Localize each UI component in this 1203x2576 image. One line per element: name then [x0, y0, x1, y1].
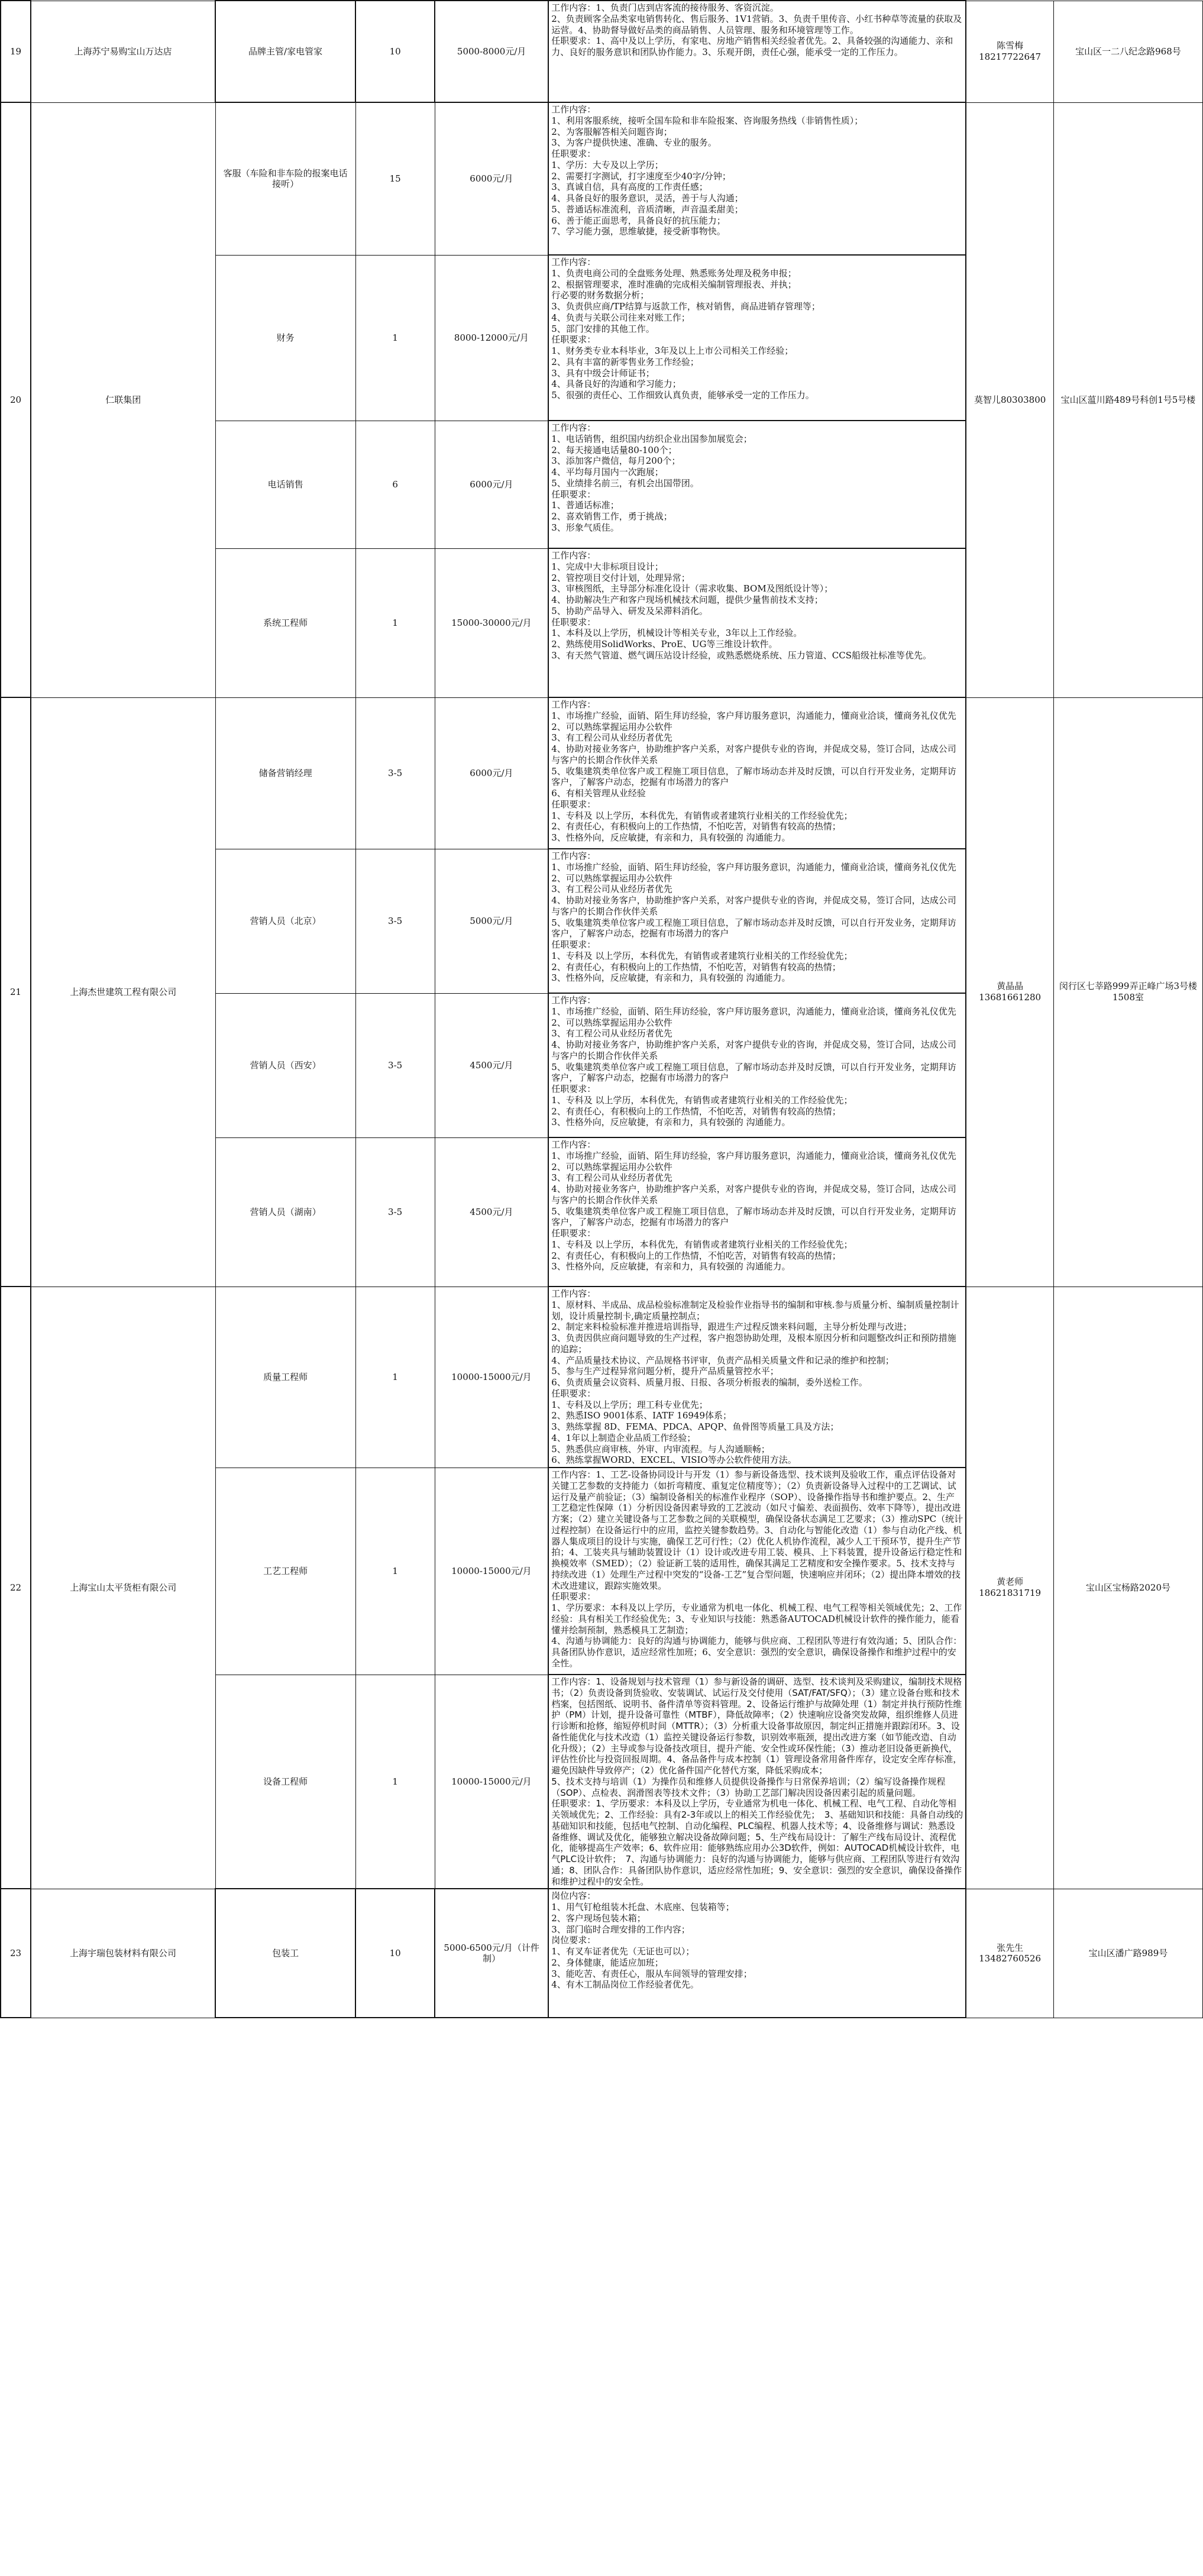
description-line: 4、产品质量技术协议、产品规格书评审，负责产品相关质量文件和记录的维护和控制； [551, 1355, 894, 1366]
headcount: 3-5 [355, 1137, 435, 1287]
description-line: 2、需要打字测试，打字速度至少40字/分钟； [551, 170, 731, 182]
description-line: 2、客户现场包装木箱； [551, 1912, 646, 1924]
description-line: 3、为客户提供快速、准确、专业的服务。 [551, 137, 717, 148]
contact: 张先生13482760526 [966, 1889, 1053, 2018]
description-line: 工作内容： [551, 1139, 596, 1150]
description-line: 3、有工程公司从业经历者优先 [551, 732, 672, 744]
description-line: 任职要求： [551, 1228, 596, 1239]
description-line: 4、具备良好的服务意识，灵活，善于与人沟通； [551, 193, 743, 203]
address [1053, 1, 1202, 102]
description-line: 2、有责任心，有积极向上的工作热情，不怕吃苦，对销售有较高的热情； [551, 1250, 841, 1261]
row-number: 20 [1, 102, 31, 697]
description-line: 2、熟练使用SolidWorks、ProE、UG等三维设计软件。 [551, 639, 778, 649]
contact: 莫智儿80303800 [966, 102, 1053, 697]
description-line: 任职要求： [551, 489, 596, 500]
description-line: 1、专科及以上学历；理工科专业优先； [551, 1399, 708, 1410]
description-line: 7、学习能力强，思维敏捷，接受新事物快。 [551, 226, 726, 237]
description-line: 1、市场推广经验，面销、陌生拜访经验，客户拜访服务意识，沟通能力，懂商业洽谈，懂商务礼仪优先 [551, 1150, 956, 1161]
position-title: 营销人员（湖南） [215, 1137, 355, 1287]
description-line: 岗位内容： [551, 1890, 596, 1902]
description-line: 2、可以熟练掌握运用办公软件 [551, 1017, 672, 1028]
description-line: 任职要求： [551, 616, 596, 628]
description-line: 2、根据管理要求，准时准确的完成相关编制管理报表、并执； [551, 279, 797, 290]
table-row [1, 1889, 1203, 2018]
description-line: 4、协助解决生产和客户现场机械技术问题，提供少量售前技术支持； [551, 594, 823, 605]
job-description [548, 697, 966, 849]
description-line: 工作内容：1、工艺-设备协同设计与开发（1）参与新设备选型、技术谈判及验收工作，重点评估设备对关键工艺参数的支持能力（如折弯精度、重复定位精度等）；（2）负责新设备导入过程中的工艺调试、试运行及量产前验证；（3）编制设备相关的标准作业程序（SOP）、设备操作指导书和维护要点。2、生产工艺稳定性保障（1）分析因设备因素导致的工艺波动（如尺寸偏差、表面损伤、效率下降等），提出改进方案；（2）建立关键设备与工艺参数之间的关联模型，确保设备状态满足工艺要求；（3）推动SPC（统计过程控制）在设备运行中的应用，监控关键参数趋势。3、自动化与智能化改造（1）参与自动化产线、机器人集成项目的设计与实施，确保工艺可行性；（2）优化人机协作流程，减少人工干预环节，提升生产节拍；4、工装夹具与辅助装置设计（1）设计或改进专用工装、模具、上下料装置，提升设备运行稳定性和换模效率（SMED）；（2）验证新工装的适用性，确保其满足工艺精度和安全操作要求。5、技术支持与持续改进（1）处理生产过程中突发的“设备-工艺”复合型问题，快速响应并闭环；（2）提出降本增效的技术改进建议，跟踪实施效果。 [551, 1469, 963, 1591]
description-line: 3、负责因供应商问题导致的生产过程，客户抱怨协助处理，及根本原因分析和问题整改纠正和预防措施的追踪； [551, 1333, 956, 1355]
description-line: 5、很强的责任心、工作细致认真负责，能够承受一定的工作压力。 [551, 390, 814, 400]
position-title: 质量工程师 [215, 1287, 355, 1468]
description-line: 工作内容： [551, 699, 596, 710]
description-line: 4、沟通与协调能力：良好的沟通与协调能力，能够与供应商、工程团队等进行有效沟通；5、团队合作：具备团队协作意识，适应经常性加班；6、安全意识：强烈的安全意识，确保设备操作和维护过程中的安全性。 [551, 1636, 962, 1669]
headcount: 3-5 [355, 993, 435, 1137]
description-line: 任职要求： [551, 939, 596, 950]
description-line: 4、具备良好的沟通和学习能力； [551, 379, 681, 390]
description-line: 2、制定来料检验标准并推进培训指导，跟进生产过程反馈来料问题，主导分析处理与改进； [551, 1321, 912, 1333]
description-line: 3、性格外向，反应敏捷，有亲和力，具有较强的 沟通能力。 [551, 1117, 791, 1128]
description-line: 任职要求： [551, 1591, 596, 1602]
row-number: 19 [1, 1, 31, 102]
description-line: 1、学历：大专及以上学历； [551, 159, 664, 170]
description-line: 1、学历要求：本科及以上学历，专业通常为机电一体化、机械工程、电气工程等相关领域优先；2、工作经验：具有相关工作经验优先；3、专业知识与技能：熟悉备AUTOCAD机械设计软件的操作能力，能看懂并绘制预制，熟悉模具工艺制造； [551, 1602, 962, 1636]
headcount: 1 [355, 1675, 435, 1889]
description-line: 4、有木工制品岗位工作经验者优先。 [551, 1979, 699, 1990]
description-line: 1、完成中大非标项目设计； [551, 561, 664, 572]
address-text: 闵行区七莘路999弄正峰广场3号楼1508室 [1059, 981, 1198, 1003]
salary: 10000-15000元/月 [435, 1287, 548, 1468]
description-line: 任职要求： [551, 334, 596, 345]
job-description [548, 1675, 966, 1889]
description-line: 工作内容： [551, 995, 596, 1006]
description-line: 工作内容： [551, 422, 596, 433]
description-line: 2、具有丰富的新零售业务工作经验； [551, 356, 699, 367]
description-line: 工作内容：1、负责门店到店客流的接待服务、客资沉淀。 [551, 2, 779, 13]
job-description [548, 421, 966, 548]
position-title: 储备营销经理 [215, 697, 355, 849]
position-title: 系统工程师 [215, 548, 355, 697]
description-line: 3、性格外向，反应敏捷，有亲和力，具有较强的 沟通能力。 [551, 832, 791, 843]
position-title: 品牌主管/家电管家 [215, 1, 355, 102]
description-line: 1、有叉车证者优先（无证也可以）； [551, 1946, 695, 1957]
description-line: 2、喜欢销售工作，勇于挑战； [551, 511, 672, 522]
description-line: 5、收集建筑类单位客户或工程施工项目信息，了解市场动态并及时反馈，可以自行开发业务，定期拜访客户，了解客户动态，挖掘有市场潜力的客户 [551, 917, 956, 939]
headcount: 1 [355, 1287, 435, 1468]
description-line: 3、能吃苦、有责任心，服从车间领导的管理安排； [551, 1968, 752, 1979]
description-line: 2、有责任心，有积极向上的工作热情，不怕吃苦，对销售有较高的热情； [551, 961, 841, 972]
row-number: 22 [1, 1287, 31, 1889]
description-line: 1、负责电商公司的全盘账务处理、熟悉账务处理及税务申报； [551, 267, 797, 279]
table-row [1, 697, 1203, 849]
job-description [548, 1889, 966, 2018]
headcount: 3-5 [355, 697, 435, 849]
description-line: 3、真诚自信，具有高度的工作责任感； [551, 182, 708, 193]
description-line: 4、协助对接业务客户，协助维护客户关系，对客户提供专业的咨询，并促成交易，签订合同，达成公司与客户的长期合作伙伴关系 [551, 895, 956, 917]
job-description [548, 102, 966, 255]
description-line: 2、有责任心，有积极向上的工作热情，不怕吃苦，对销售有较高的热情； [551, 1106, 841, 1117]
headcount: 10 [355, 1, 435, 102]
description-line: 2、负责顾客全品类家电销售转化、售后服务、1V1营销。3、负责千里传音、小红书种草等流量的获取及运营。4、协助督导做好品类的商品销售、人员管理、服务和环境管理等工作。 [551, 13, 962, 35]
salary: 5000-8000元/月 [435, 1, 548, 102]
headcount: 6 [355, 421, 435, 548]
salary: 6000元/月 [435, 421, 548, 548]
address: 宝山区潘广路989号 [1053, 1889, 1202, 2018]
description-line: 1、专科及 以上学历，本科优先，有销售或者建筑行业相关的工作经验优先； [551, 1239, 853, 1250]
description-line: 工作内容： [551, 257, 596, 267]
description-line: 3、有天然气管道、燃气调压站设计经验，或熟悉燃烧系统、压力管道、CCS船级社标准等优先。 [551, 649, 932, 661]
job-description [548, 1468, 966, 1675]
description-line: 行必要的财务数据分析； [551, 290, 649, 301]
description-line: 4、协助对接业务客户，协助维护客户关系，对客户提供专业的咨询，并促成交易，签订合同，达成公司与客户的长期合作伙伴关系 [551, 1184, 956, 1205]
position-title-text: 客服（车险和非车险的报案电话接听） [223, 167, 348, 190]
salary: 15000-30000元/月 [435, 548, 548, 697]
description-line: 任职要求： [551, 148, 596, 159]
position-title: 电话销售 [215, 421, 355, 548]
description-line: 5、收集建筑类单位客户或工程施工项目信息，了解市场动态并及时反馈，可以自行开发业务，定期拜访客户，了解客户动态，挖掘有市场潜力的客户 [551, 1205, 956, 1228]
headcount: 15 [355, 102, 435, 255]
description-line: 4、平均每月国内一次跑展； [551, 467, 664, 477]
description-line: 3、性格外向，反应敏捷，有亲和力，具有较强的 沟通能力。 [551, 1261, 791, 1272]
description-line: 2、可以熟练掌握运用办公软件 [551, 1161, 672, 1172]
salary: 4500元/月 [435, 1137, 548, 1287]
job-description [548, 1287, 966, 1468]
description-line: 3、负责供应商/TP结算与返款工作，核对销售，商品进销存管理等； [551, 301, 820, 312]
contact: 黄晶晶13681661280 [966, 697, 1053, 1287]
description-line: 3、形象气质佳。 [551, 522, 619, 533]
salary: 10000-15000元/月 [435, 1468, 548, 1675]
description-line: 1、专科及 以上学历，本科优先，有销售或者建筑行业相关的工作经验优先； [551, 1094, 853, 1106]
description-line: 6、善于能正面思考，具备良好的抗压能力； [551, 215, 726, 226]
description-line: 1、利用客服系统，接听全国车险和非车险报案、咨询服务热线（非销售性质）； [551, 115, 864, 126]
description-line: 3、部门临时合理安排的工作内容； [551, 1924, 690, 1935]
salary: 5000元/月 [435, 849, 548, 993]
position-title [215, 102, 355, 255]
description-line: 2、可以熟练掌握运用办公软件 [551, 872, 672, 884]
description-line: 3、添加客户微信，每月200个； [551, 455, 681, 467]
job-description [548, 1137, 966, 1287]
position-title: 工艺工程师 [215, 1468, 355, 1675]
table-row [1, 102, 1203, 255]
description-line: 1、市场推广经验，面销、陌生拜访经验，客户拜访服务意识，沟通能力，懂商业洽谈，懂商务礼仪优先 [551, 1006, 956, 1017]
description-line: 任职要求：1、学历要求：本科及以上学历，专业通常为机电一体化、机械工程、电气工程、自动化等相关领域优先；2、工作经验：具有2-3年或以上的相关工作经验优先； 3、基础知识和技能：具备自动线的基础知识和技能，包括电气控制、自动化编程、PLC编程、机器人技术等；4、设备维修与调试：熟悉设备维修、调试及优化，能够独立解决设备故障问题；5、生产线布局设计：了解生产线布局设计、流程优化，能够提高生产效率；6、软件应用：能够熟练应用办公3D软件，例如：AUTOCAD机械设计软件，电气PLC设计软件； 7、沟通与协调能力：良好的沟通与协调能力，能够与供应商、工程团队等进行有效沟通；8、团队合作：具备团队协作意识，适应经常性加班；9、安全意识：强烈的安全意识，确保设备操作和维护过程中的安全性。 [551, 1798, 963, 1887]
description-line: 3、性格外向，反应敏捷，有亲和力，具有较强的 沟通能力。 [551, 972, 791, 984]
contact: 陈雪梅18217722647 [966, 1, 1053, 102]
description-line: 任职要求： [551, 799, 596, 810]
description-line: 5、普通话标准流利，音质清晰，声音温柔甜美； [551, 203, 743, 215]
headcount: 1 [355, 548, 435, 697]
description-line: 4、协助对接业务客户，协助维护客户关系，对客户提供专业的咨询，并促成交易，签订合同，达成公司与客户的长期合作伙伴关系 [551, 744, 956, 765]
position-title: 营销人员（西安） [215, 993, 355, 1137]
description-line: 4、协助对接业务客户，协助维护客户关系，对客户提供专业的咨询，并促成交易，签订合同，达成公司与客户的长期合作伙伴关系 [551, 1039, 956, 1061]
salary: 6000元/月 [435, 102, 548, 255]
salary-text: 5000-6500元/月（计件制） [444, 1942, 539, 1964]
description-line: 2、管控项目交付计划，处理异常； [551, 572, 690, 583]
description-line: 2、可以熟练掌握运用办公软件 [551, 721, 672, 732]
description-line: 1、普通话标准； [551, 500, 619, 511]
job-description [548, 993, 966, 1137]
description-line: 5、参与生产过程异常问题分析，提升产品质量管控水平； [551, 1366, 779, 1377]
description-line: 4、1年以上制造企业品质工作经验； [551, 1432, 696, 1443]
description-line: 6、有相关管理从业经验 [551, 788, 646, 799]
salary: 4500元/月 [435, 993, 548, 1137]
description-line: 1、专科及 以上学历，本科优先，有销售或者建筑行业相关的工作经验优先； [551, 950, 853, 961]
description-line: 1、用气钉枪组装木托盘、木底座、包装箱等； [551, 1902, 735, 1912]
address: 宝山区宝杨路2020号 [1053, 1287, 1202, 1889]
company-name: 仁联集团 [31, 102, 215, 697]
description-line: 3、具有中级会计师证书； [551, 367, 655, 379]
description-line: 1、市场推广经验，面销、陌生拜访经验，客户拜访服务意识，沟通能力，懂商业洽谈，懂商务礼仪优先 [551, 710, 956, 721]
headcount: 3-5 [355, 849, 435, 993]
address [1053, 697, 1202, 1287]
company-name: 上海宇瑞包装材料有限公司 [31, 1889, 215, 2018]
salary: 6000元/月 [435, 697, 548, 849]
description-line: 1、本科及以上学历，机械设计等相关专业，3年以上工作经验。 [551, 628, 803, 639]
description-line: 6、熟练掌握WORD、EXCEL、VISIO等办公软件使用方法。 [551, 1455, 797, 1466]
description-line: 5、收集建筑类单位客户或工程施工项目信息，了解市场动态并及时反馈，可以自行开发业务，定期拜访客户，了解客户动态，挖掘有市场潜力的客户 [551, 1061, 956, 1084]
description-line: 2、身体健康，能适应加班； [551, 1957, 664, 1968]
description-line: 5、收集建筑类单位客户或工程施工项目信息，了解市场动态并及时反馈，可以自行开发业务，定期拜访客户，了解客户动态，挖掘有市场潜力的客户 [551, 765, 956, 788]
position-title: 财务 [215, 255, 355, 421]
description-line: 5、协助产品导入、研发及呆滞料消化。 [551, 605, 708, 616]
description-line: 1、原材料、半成品、成品检验标准制定及检验作业指导书的编制和审核.参与质量分析、编制质量控制计划，设计质量控制卡,确定质量控制点； [551, 1299, 959, 1321]
company-name: 上海宝山太平货柜有限公司 [31, 1287, 215, 1889]
description-line: 1、电话销售，组织国内纺织企业出国参加展览会； [551, 433, 752, 444]
address [1053, 102, 1202, 697]
description-line: 2、每天接通电话量80-100个； [551, 444, 677, 455]
description-line: 1、专科及 以上学历，本科优先，有销售或者建筑行业相关的工作经验优先； [551, 810, 853, 821]
description-line: 6、负责质量会议资料、质量月报、日报、各项分析报表的编制，委外送检工作。 [551, 1377, 868, 1388]
row-number: 21 [1, 697, 31, 1287]
job-description [548, 1, 966, 102]
description-line: 3、有工程公司从业经历者优先 [551, 1028, 672, 1039]
headcount: 1 [355, 255, 435, 421]
description-line: 工作内容： [551, 851, 596, 861]
description-line: 3、有工程公司从业经历者优先 [551, 884, 672, 895]
description-line: 1、财务类专业本科毕业，3年及以上上市公司相关工作经验； [551, 345, 794, 356]
position-title: 包装工 [215, 1889, 355, 2018]
description-line: 1、市场推广经验，面销、陌生拜访经验，客户拜访服务意识，沟通能力，懂商业洽谈，懂商务礼仪优先 [551, 861, 956, 872]
headcount: 10 [355, 1889, 435, 2018]
contact: 黄老师18621831719 [966, 1287, 1053, 1889]
job-description [548, 548, 966, 697]
description-line: 工作内容： [551, 104, 596, 115]
row-number: 23 [1, 1889, 31, 2018]
description-line: 任职要求：1、高中及以上学历，有家电、房地产销售相关经验者优先。2、具备较强的沟通能力、亲和力、良好的服务意识和团队协作能力。3、乐观开朗，责任心强，能承受一定的工作压力。 [551, 35, 953, 57]
company-name: 上海苏宁易购宝山万达店 [31, 1, 215, 102]
description-line: 3、审核图纸，主导部分标准化设计（需求收集、BOM及图纸设计等）； [551, 583, 833, 594]
description-line: 4、负责与关联公司往来对账工作； [551, 312, 690, 323]
description-line: 5、部门安排的其他工作。 [551, 323, 655, 334]
table-row [1, 1287, 1203, 1468]
company-name: 上海杰世建筑工程有限公司 [31, 697, 215, 1287]
job-description [548, 255, 966, 421]
description-line: 5、技术支持与培训（1）为操作员和维修人员提供设备操作与日常保养培训；（2）编写设备操作规程（SOP）、点检表、润滑图表等技术文件；（3）协助工艺部门解决因设备因素引起的质量问题。 [551, 1776, 946, 1798]
description-line: 工作内容：1、设备规划与技术管理（1）参与新设备的调研、选型、技术谈判及采购建议，编制技术规格书；（2）负责设备到货验收、安装调试、试运行及交付使用（SAT/FAT/SFQ）；（3）建立设备台账和技术档案，包括图纸、说明书、备件清单等资料管理。2、设备运行维护与故障处理（1）制定并执行预防性维护（PM）计划，提升设备可靠性（MTBF），降低故障率；（2）快速响应设备突发故障，组织维修人员进行诊断和抢修，缩短停机时间（MTTR）；（3）分析重大设备事故原因，制定纠正措施并跟踪闭环。3、设备性能优化与技术改造（1）监控关键设备运行参数，识别效率瓶颈，提出改进方案（如节能改造、自动化升级）；（2）主导或参与设备技改项目，提升产能、安全性或环保性能；（3）推动老旧设备更新换代，评估性价比与投资回报周期。4、备品备件与成本控制（1）管理设备常用备件库存，设定安全库存标准，避免因缺件导致停产；（2）优化备件国产化替代方案，降低采购成本； [551, 1676, 962, 1776]
address-text: 宝山区蕰川路489号科创1号5号楼 [1060, 394, 1196, 405]
job-description [548, 849, 966, 993]
position-title: 营销人员（北京） [215, 849, 355, 993]
description-line: 3、有工程公司从业经历者优先 [551, 1172, 672, 1184]
description-line: 5、业绩排名前三，有机会出国带团。 [551, 477, 699, 489]
description-line: 工作内容： [551, 550, 596, 561]
description-line: 工作内容： [551, 1288, 596, 1299]
table-row [1, 1, 1203, 102]
description-line: 3、熟练掌握 8D、FEMA、PDCA、APQP、鱼骨图等质量工具及方法； [551, 1421, 839, 1432]
description-line: 5、熟悉供应商审核、外审、内审流程。与人沟通顺畅； [551, 1443, 770, 1455]
position-title: 设备工程师 [215, 1675, 355, 1889]
description-line: 任职要求： [551, 1084, 596, 1094]
salary [435, 1889, 548, 2018]
headcount: 1 [355, 1468, 435, 1675]
description-line: 任职要求： [551, 1388, 596, 1399]
description-line: 2、熟悉ISO 9001体系、IATF 16949体系； [551, 1410, 732, 1421]
description-line: 2、有责任心，有积极向上的工作热情，不怕吃苦，对销售有较高的热情； [551, 821, 841, 832]
description-line: 岗位要求： [551, 1935, 596, 1946]
address-text: 宝山区一二八纪念路968号 [1075, 46, 1181, 57]
salary: 8000-12000元/月 [435, 255, 548, 421]
description-line: 2、为客服解答相关问题咨询； [551, 126, 672, 137]
salary: 10000-15000元/月 [435, 1675, 548, 1889]
